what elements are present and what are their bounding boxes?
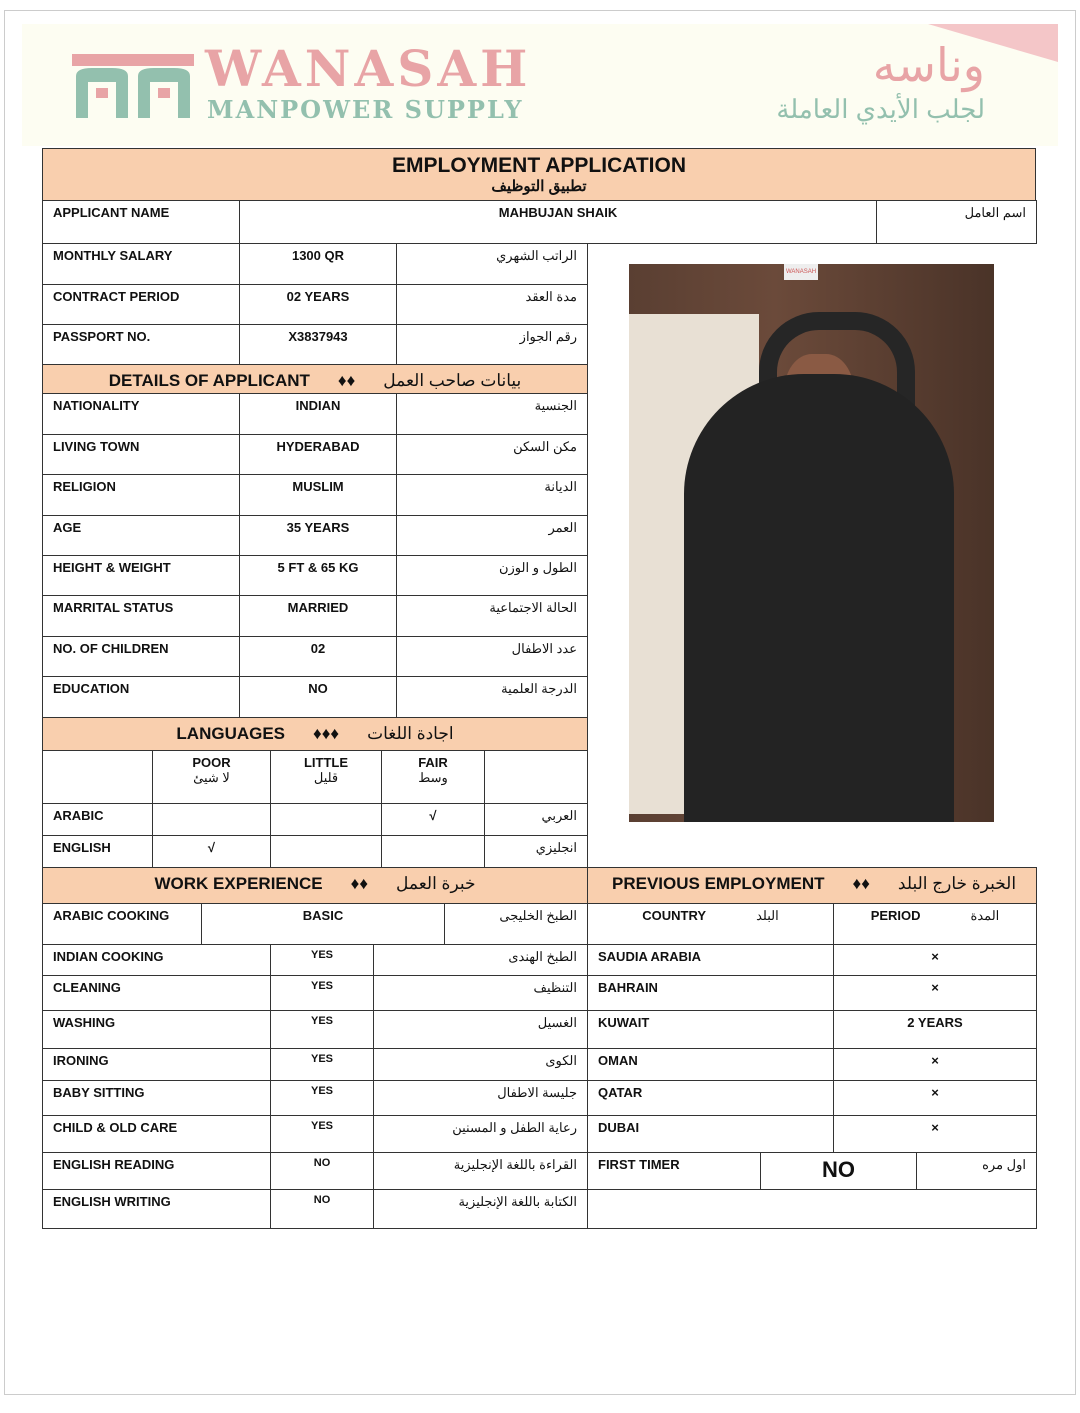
country-en: COUNTRY: [642, 908, 707, 923]
detail-label: LIVING TOWN: [42, 434, 240, 475]
field-value: 1300 QR: [239, 243, 397, 285]
level-en: POOR: [192, 755, 231, 770]
level-en: LITTLE: [303, 755, 349, 770]
work-label: IRONING: [42, 1048, 271, 1081]
country-column-header: [587, 903, 834, 945]
work-label: CHILD & OLD CARE: [42, 1115, 271, 1153]
form-title-ar: تطبيق التوظيف: [491, 178, 587, 196]
detail-label-ar: الدرجة العلمية: [396, 676, 588, 718]
detail-label: MARRITAL STATUS: [42, 595, 240, 637]
detail-label-ar: الطول و الوزن: [396, 555, 588, 596]
work-label: ARABIC COOKING: [42, 903, 202, 945]
detail-label-ar: الحالة الاجتماعية: [396, 595, 588, 637]
language-check: [270, 803, 382, 836]
country-name: OMAN: [587, 1048, 834, 1081]
work-label-ar: جليسة الاطفال: [373, 1080, 588, 1116]
detail-label-ar: العمر: [396, 515, 588, 556]
applicant-photo: [629, 264, 994, 822]
work-experience-header-ar: خبرة العمل: [396, 874, 476, 893]
work-experience-header: [42, 867, 588, 904]
blank-cell: [587, 1189, 1037, 1229]
work-value: NO: [270, 1152, 374, 1190]
form-title: [42, 148, 1036, 201]
work-value: YES: [270, 1010, 374, 1049]
detail-value: 02: [239, 636, 397, 677]
detail-label-ar: الجنسية: [396, 393, 588, 435]
detail-label-ar: الديانة: [396, 474, 588, 516]
work-label: INDIAN COOKING: [42, 944, 271, 976]
language-corner-cell: [484, 750, 588, 804]
language-label: ARABIC: [42, 803, 153, 836]
field-label: PASSPORT NO.: [42, 324, 240, 365]
language-check: [270, 835, 382, 868]
work-value: YES: [270, 1048, 374, 1081]
details-section-header: [42, 364, 588, 394]
work-value: YES: [270, 944, 374, 976]
previous-employment-header-ar: الخبرة خارج البلد: [897, 874, 1017, 893]
language-level-header: [381, 750, 485, 804]
country-name: DUBAI: [587, 1115, 834, 1153]
work-label-ar: الكتابة باللغة الإنجليزية: [373, 1189, 588, 1229]
work-value: NO: [270, 1189, 374, 1229]
applicant-name-label: APPLICANT NAME: [42, 200, 240, 244]
languages-section-header-sep: ♦♦♦: [313, 724, 340, 743]
detail-value: HYDERABAD: [239, 434, 397, 475]
detail-label: RELIGION: [42, 474, 240, 516]
languages-section-header-ar: اجادة اللغات: [367, 724, 454, 743]
field-label-ar: مدة العقد: [396, 284, 588, 325]
details-section-header-en: DETAILS OF APPLICANT: [108, 371, 310, 390]
previous-employment-header: [587, 867, 1037, 904]
field-value: X3837943: [239, 324, 397, 365]
previous-employment-header-sep: ♦♦: [852, 874, 870, 893]
level-ar: لا شيئ: [193, 770, 230, 785]
detail-label-ar: عدد الاطفال: [396, 636, 588, 677]
detail-label: NATIONALITY: [42, 393, 240, 435]
field-label: CONTRACT PERIOD: [42, 284, 240, 325]
work-experience-header-sep: ♦♦: [350, 874, 369, 893]
work-value: BASIC: [201, 903, 445, 945]
level-ar: وسط: [418, 770, 448, 785]
country-period: ×: [833, 1048, 1037, 1081]
field-value: 02 YEARS: [239, 284, 397, 325]
work-label-ar: رعاية الطفل و المسنين: [373, 1115, 588, 1153]
country-name: QATAR: [587, 1080, 834, 1116]
first-timer-value: NO: [760, 1152, 917, 1190]
detail-label: HEIGHT & WEIGHT: [42, 555, 240, 596]
logo-name-en: WANASAH: [205, 39, 532, 98]
work-value: YES: [270, 1115, 374, 1153]
country-period: ×: [833, 944, 1037, 976]
language-label-ar: العربي: [484, 803, 588, 836]
details-section-header-sep: ♦♦: [337, 371, 356, 390]
country-period: ×: [833, 1080, 1037, 1116]
previous-employment-header-en: PREVIOUS EMPLOYMENT: [612, 874, 825, 893]
detail-label: NO. OF CHILDREN: [42, 636, 240, 677]
field-label-ar: الراتب الشهري: [396, 243, 588, 285]
detail-value: MUSLIM: [239, 474, 397, 516]
work-value: YES: [270, 975, 374, 1011]
country-period: 2 YEARS: [833, 1010, 1037, 1049]
work-value: YES: [270, 1080, 374, 1116]
detail-label: AGE: [42, 515, 240, 556]
period-column-header: [833, 903, 1037, 945]
applicant-name-value: MAHBUJAN SHAIK: [239, 200, 877, 244]
language-label: ENGLISH: [42, 835, 153, 868]
work-label: BABY SITTING: [42, 1080, 271, 1116]
language-check: √: [381, 803, 485, 836]
work-label: ENGLISH READING: [42, 1152, 271, 1190]
languages-section-header: [42, 717, 588, 751]
language-check: [152, 803, 271, 836]
detail-value: MARRIED: [239, 595, 397, 637]
first-timer-label: FIRST TIMER: [587, 1152, 761, 1190]
languages-section-header-en: LANGUAGES: [176, 724, 286, 743]
work-label: WASHING: [42, 1010, 271, 1049]
country-name: SAUDIA ARABIA: [587, 944, 834, 976]
language-check: [381, 835, 485, 868]
work-label-ar: الغسيل: [373, 1010, 588, 1049]
level-en: FAIR: [418, 755, 448, 770]
detail-value: 35 YEARS: [239, 515, 397, 556]
country-period: ×: [833, 975, 1037, 1011]
field-label: MONTHLY SALARY: [42, 243, 240, 285]
country-period: ×: [833, 1115, 1037, 1153]
logo-name-ar: وناسه: [872, 39, 985, 91]
detail-label: EDUCATION: [42, 676, 240, 718]
country-name: BAHRAIN: [587, 975, 834, 1011]
level-ar: قليل: [313, 770, 339, 785]
language-level-header: [270, 750, 382, 804]
work-label-ar: الطبخ الخليجى: [444, 903, 588, 945]
logo-tagline-ar: لجلب الأيدي العاملة: [776, 94, 985, 124]
language-check: √: [152, 835, 271, 868]
photo-logo-tag: WANASAH: [784, 264, 818, 280]
work-label-ar: القراءة باللغة الإنجليزية: [373, 1152, 588, 1190]
work-label: CLEANING: [42, 975, 271, 1011]
language-corner-cell: [42, 750, 153, 804]
language-level-header: [152, 750, 271, 804]
period-ar: المدة: [970, 908, 1000, 923]
work-label-ar: التنظيف: [373, 975, 588, 1011]
first-timer-label-ar: اول مره: [916, 1152, 1037, 1190]
applicant-name-label-ar: اسم العامل: [876, 200, 1037, 244]
detail-value: INDIAN: [239, 393, 397, 435]
company-logo-icon: [72, 54, 194, 118]
work-label-ar: الطبخ الهندى: [373, 944, 588, 976]
details-section-header-ar: بيانات صاحب العمل: [383, 371, 522, 390]
country-name: KUWAIT: [587, 1010, 834, 1049]
logo-tagline-en: MANPOWER SUPPLY: [207, 95, 524, 124]
detail-label-ar: مكن السكن: [396, 434, 588, 475]
detail-value: NO: [239, 676, 397, 718]
form-title-en: EMPLOYMENT APPLICATION: [392, 154, 686, 177]
country-ar: البلد: [756, 908, 779, 923]
period-en: PERIOD: [870, 908, 921, 923]
detail-value: 5 FT & 65 KG: [239, 555, 397, 596]
work-label-ar: الكوى: [373, 1048, 588, 1081]
field-label-ar: رقم الجواز: [396, 324, 588, 365]
language-label-ar: انجليزي: [484, 835, 588, 868]
work-label: ENGLISH WRITING: [42, 1189, 271, 1229]
work-experience-header-en: WORK EXPERIENCE: [154, 874, 323, 893]
